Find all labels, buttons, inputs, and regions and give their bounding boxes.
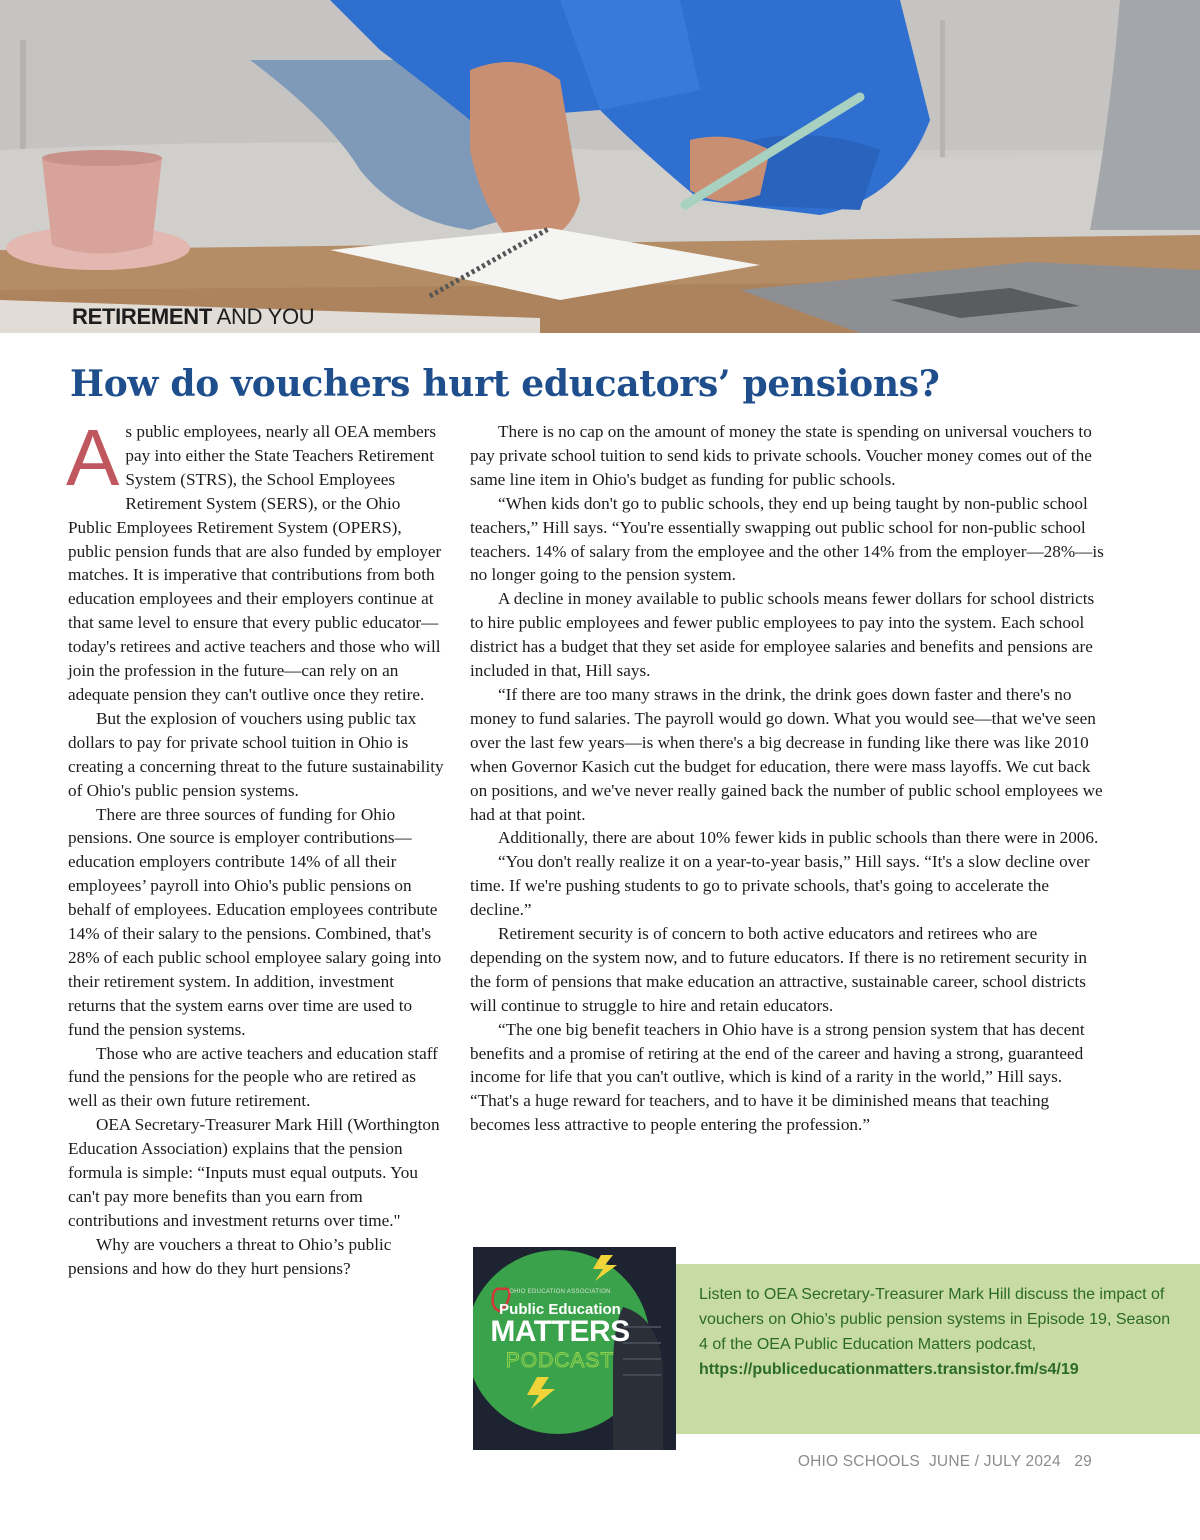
hero-illustration — [0, 0, 1200, 333]
body-paragraph: “When kids don't go to public schools, they end up being taught by non-public school teachers,” Hill says. “You're essentially swapping out public school for non-public school teachers. 14% of salary from the employee and the other 14% from the employer—28%—is no longer going to the pension system. — [470, 493, 1104, 585]
body-paragraph — [66, 413, 444, 707]
body-paragraph: “You don't really realize it on a year-to-year basis,” Hill says. “It's a slow decline over time. If we're pushing students to go to private schools, that's going to accelerate the decline.” — [470, 852, 1090, 920]
podcast-title-line3: PODCAST — [505, 1349, 615, 1372]
teacup — [42, 158, 162, 254]
left-column — [66, 413, 444, 1281]
body-paragraph: OEA Secretary-Treasurer Mark Hill (Worthington Education Association) explains that the pension formula is simple: “Inputs must equal outputs. You can't pay more benefits than you earn from contributions and investment returns over time." — [68, 1115, 440, 1230]
podcast-title-line1: Public Education — [499, 1301, 621, 1318]
section-label-rest: AND YOU — [212, 304, 315, 329]
teacup-rim — [42, 150, 162, 166]
podcast-link[interactable]: https://publiceducationmatters.transistor.fm/s4/19 — [699, 1361, 1079, 1378]
paragraph-text: s public employees, nearly all OEA members pay into either the State Teachers Retirement System (STRS), the School Employees Retirement System (SERS), or the Ohio Public Employees Retirement System (OPERS), public pension funds that are also funded by employer matches. It is imperative that contributions from both education employees and their employers continue at that same level to ensure that every public educator—today's retirees and active teachers and those who will join the profession in the future—can rely on an adequate pension they can't outlive once they retire. — [68, 422, 442, 704]
article-title: How do vouchers hurt educators’ pensions? — [70, 363, 940, 405]
right-column — [470, 420, 1110, 1137]
body-paragraph: There are three sources of funding for Ohio pensions. One source is employer contributions—education employers contribute 14% of all their employees’ payroll into Ohio's public pensions on behalf of employees. Education employees contribute 14% of their salary to the pensions. Combined, that's 28% of each public school employee salary going into their retirement system. In addition, investment returns that the system earns over time are used to fund the pension systems. — [68, 804, 442, 1039]
body-paragraph: A decline in money available to public schools means fewer dollars for school districts to hire public employees and fewer public employees to pay into the system. Each school district has a budget that they set aside for employee salaries and benefits and pensions are included in that, Hill says. — [470, 589, 1095, 681]
hero-photo — [0, 0, 1200, 333]
podcast-cover-art — [473, 1247, 676, 1450]
body-paragraph: Retirement security is of concern to both active educators and retirees who are depending on the system now, and to future educators. If there is no retirement security in the form of pensions that make education an attractive, sustainable career, school districts will continue to struggle to hire and retain educators. — [470, 924, 1087, 1015]
section-label — [72, 302, 314, 332]
sofa-seat — [0, 143, 1200, 251]
body-paragraph: There is no cap on the amount of money the state is spending on universal vouchers to pay private school tuition to send kids to private schools. Voucher money comes out of the same line item in Ohio's budget as funding for public schools. — [470, 422, 1092, 489]
page-folio: OHIO SCHOOLS JUNE / JULY 2024 29 — [797, 1453, 1092, 1470]
sofa-seam — [940, 20, 945, 180]
podcast-callout — [676, 1264, 1200, 1434]
section-label-bold: RETIREMENT — [72, 304, 213, 329]
body-paragraph: Additionally, there are about 10% fewer kids in public schools than there were in 2006. — [498, 828, 1099, 848]
podcast-title-line2: MATTERS — [490, 1315, 630, 1348]
body-paragraph: Why are vouchers a threat to Ohio’s public pensions and how do they hurt pensions? — [68, 1234, 392, 1278]
callout-description: Listen to OEA Secretary-Treasurer Mark Hill discuss the impact of vouchers on Ohio’s public pension systems in Episode 19, Season 4 of the OEA Public Education Matters podcast, — [699, 1286, 1171, 1353]
callout-text-block — [699, 1282, 1179, 1382]
body-paragraph: “If there are too many straws in the drink, the drink goes down faster and there's no money to fund salaries. The payroll would go down. What you would see—that we've seen over the last few years—is when there's a big decrease in funding like there was like 2010 when Governor Kasich cut the budget for education, there were mass layoffs. We cut back on positions, and we've never really gained back the number of public school employees we had at that point. — [470, 684, 1103, 824]
body-paragraph: But the explosion of vouchers using public tax dollars to pay for private school tuition in Ohio is creating a concerning threat to the future sustainability of Ohio's public pension systems. — [68, 708, 444, 800]
podcast-brand-text: OHIO EDUCATION ASSOCIATION — [509, 1289, 611, 1295]
body-paragraph: Those who are active teachers and education staff fund the pensions for the people who are retired as well as their own future retirement. — [68, 1043, 438, 1111]
drop-cap: A — [66, 413, 120, 502]
body-paragraph: “The one big benefit teachers in Ohio have is a strong pension system that has decent benefits and a promise of retiring at the end of the career and having a strong, guaranteed income for life that you can't outlive, which is kind of a rarity in the world,” Hill says. “That's a huge reward for teachers, and to have it be diminished means that teaching becomes less attractive to people entering the profession.” — [470, 1019, 1085, 1135]
